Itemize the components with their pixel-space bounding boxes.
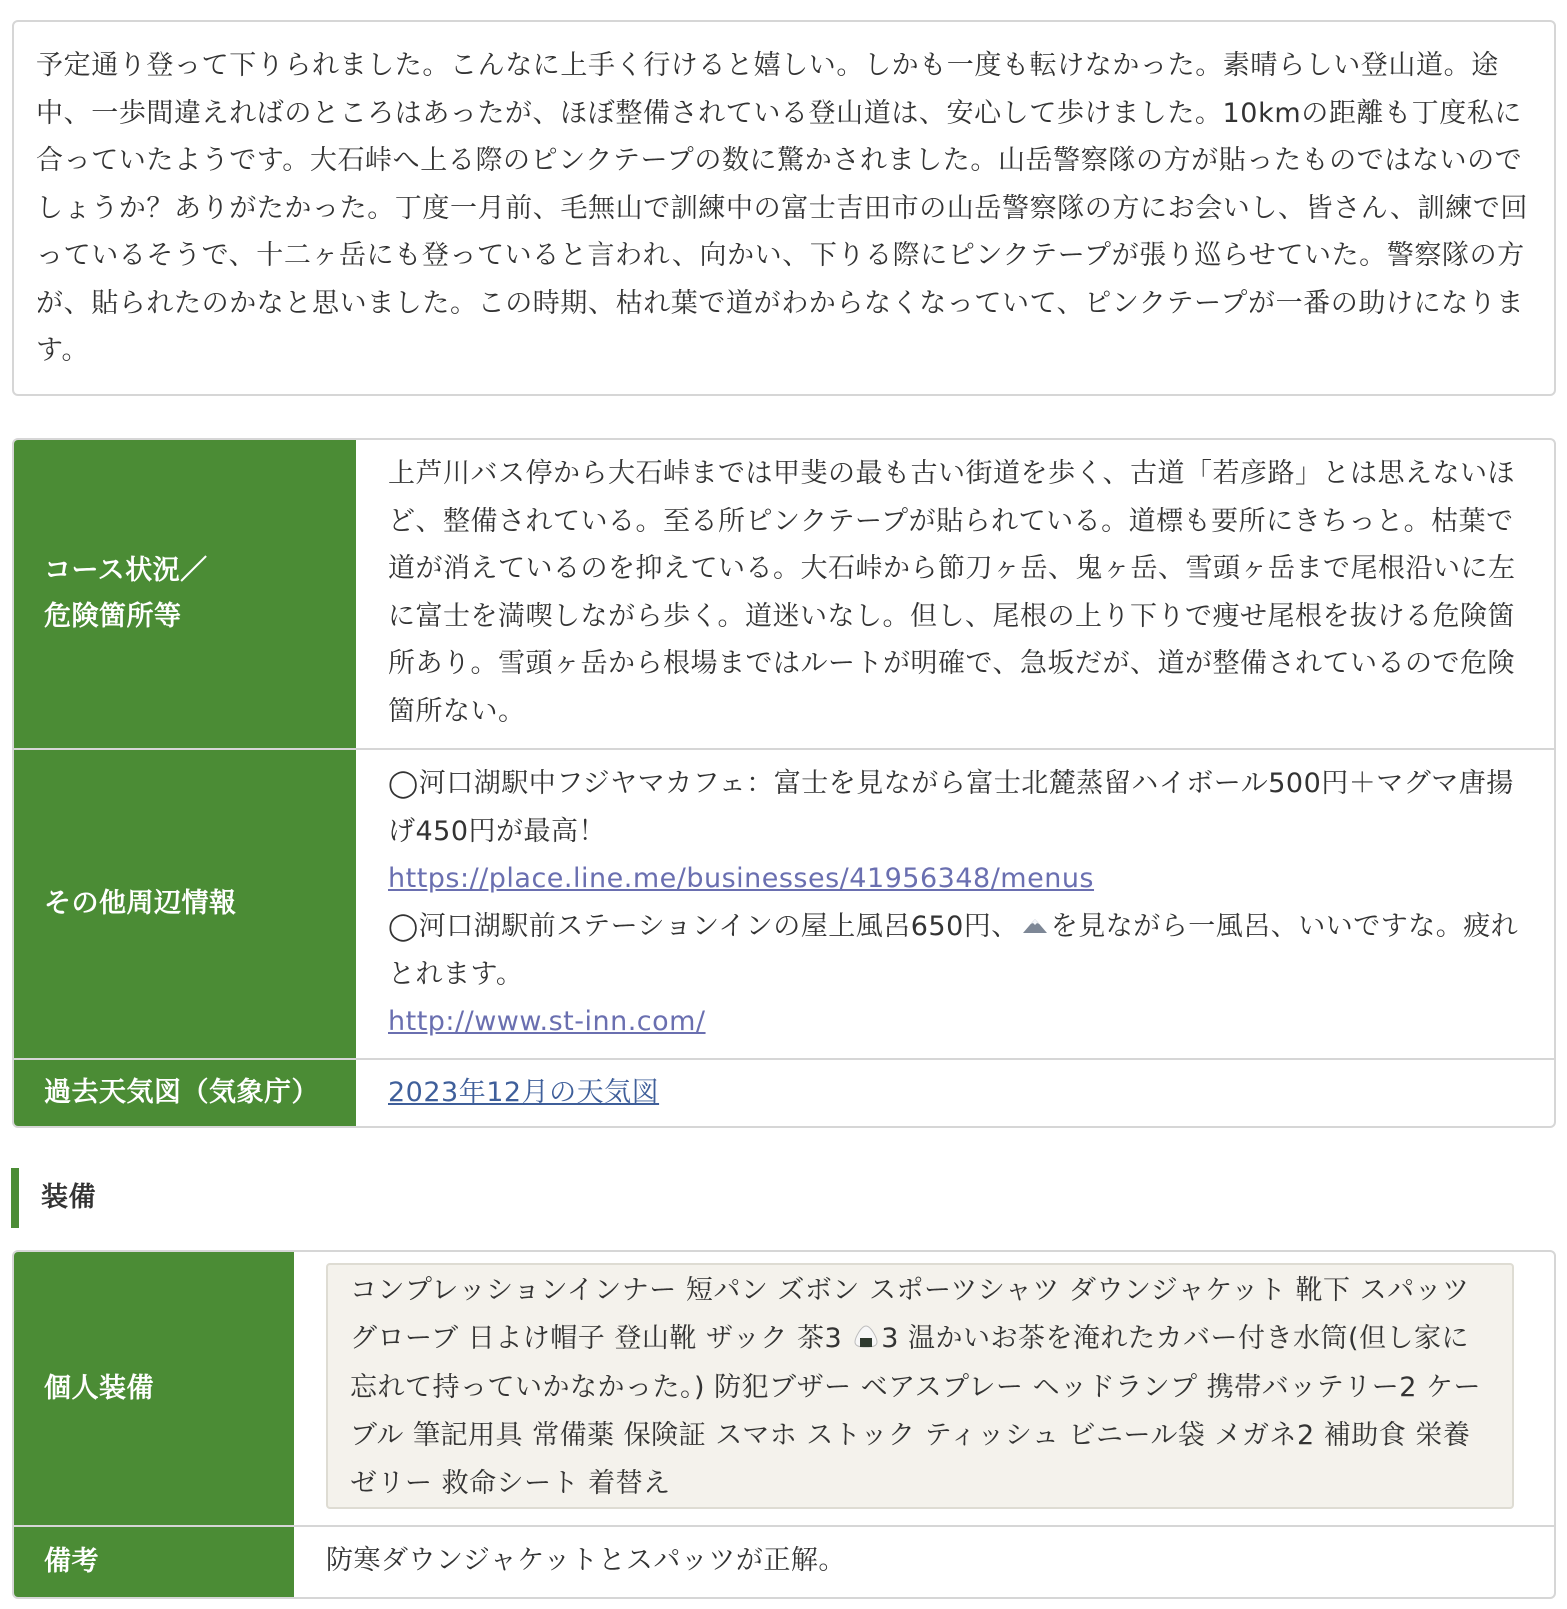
other-info-row [14,750,1554,1060]
report-text: 予定通り登って下りられました。こんなに上手く行けると嬉しい。しかも一度も転けなかった。素晴らしい登山道。途中、一歩間違えればのところはあったが、ほぼ整備されている登山道は、安心して歩けました。10kmの距離も丁度私に合っていたようです。大石峠へ上る際のピンクテープの数に驚かされました。山岳警察隊の方が貼ったものではないのでしょうか？ありがたかった。丁度一月前、毛無山で訓練中の富士吉田市の山岳警察隊の方にお会いし、皆さん、訓練で回っているそうで、十二ヶ岳にも登っていると言われ、向かい、下りる際にピンクテープが張り巡らせていた。警察隊の方が、貼られたのかなと思いました。この時期、枯れ葉で道がわからなくなっていて、ピンクテープが一番の助けになります。 [36,50,1529,366]
mountain-icon [1021,903,1049,951]
weather-map-label: 過去天気図（気象庁） [14,1060,356,1126]
gear-section-heading: 装備 [11,1168,96,1228]
course-info-table [12,438,1556,1128]
cafe-info-text: ◯河口湖駅中フジヤマカフェ：富士を見ながら富士北麓蒸留ハイボール500円＋マグマ唐揚げ450円が最高！ [388,768,1514,847]
weather-map-row [14,1060,1554,1126]
cafe-link[interactable]: https://place.line.me/businesses/41956348/menus [388,863,1095,894]
hotel-link[interactable]: http://www.st-inn.com/ [388,1006,706,1038]
other-info-label: その他周辺情報 [14,750,356,1058]
note-row [14,1527,1554,1597]
gear-table [12,1250,1556,1599]
onigiri-icon [853,1316,879,1364]
course-status-label [14,440,356,748]
course-label-line1: コース状況／ [44,555,208,586]
course-label-line2: 危険箇所等 [44,601,182,632]
note-label: 備考 [14,1527,294,1597]
personal-gear-label: 個人装備 [14,1252,294,1525]
course-status-text: 上芦川バス停から大石峠までは甲斐の最も古い街道を歩く、古道「若彦路」とは思えないほど、整備されている。至る所ピンクテープが貼られている。道標も要所にきちっと。枯葉で道が消えているのを抑えている。大石峠から節刀ヶ岳、鬼ヶ岳、雪頭ヶ岳まで尾根沿いに左に富士を満喫しながら歩く。道迷いなし。但し、尾根の上り下りで痩せ尾根を抜ける危険箇所あり。雪頭ヶ岳から根場まではルートが明確で、急坂だが、道が整備されているので危険箇所ない。 [388,458,1516,727]
personal-gear-list: コンプレッションインナー 短パン ズボン スポーツシャツ ダウンジャケット 靴下 スパッツ グローブ 日よけ帽子 登山靴 ザック 茶3 3 温かいお茶を淹れたカバー付き水筒(但し家に忘れて持っていかなかった。) 防犯ブザー ベアスプレー ヘッドランプ 携帯バッテリー2 ケーブル 筆記用具 常備薬 保険証 スマホ ストック ティッシュ ビニール袋 メガネ2 補助食 栄養ゼリー 救命シート 着替え [326,1263,1514,1509]
weather-map-link[interactable]: 2023年12月の天気図 [388,1077,660,1108]
report-text-box [12,20,1556,396]
hotel-info-text: ◯河口湖駅前ステーションインの屋上風呂650円、 を見ながら一風呂、いいですな。疲れとれます。 [388,903,1524,999]
personal-gear-row [14,1252,1554,1527]
course-status-row [14,440,1554,750]
note-text: 防寒ダウンジャケットとスパッツが正解。 [326,1545,846,1576]
other-info-cell [356,750,1554,1058]
